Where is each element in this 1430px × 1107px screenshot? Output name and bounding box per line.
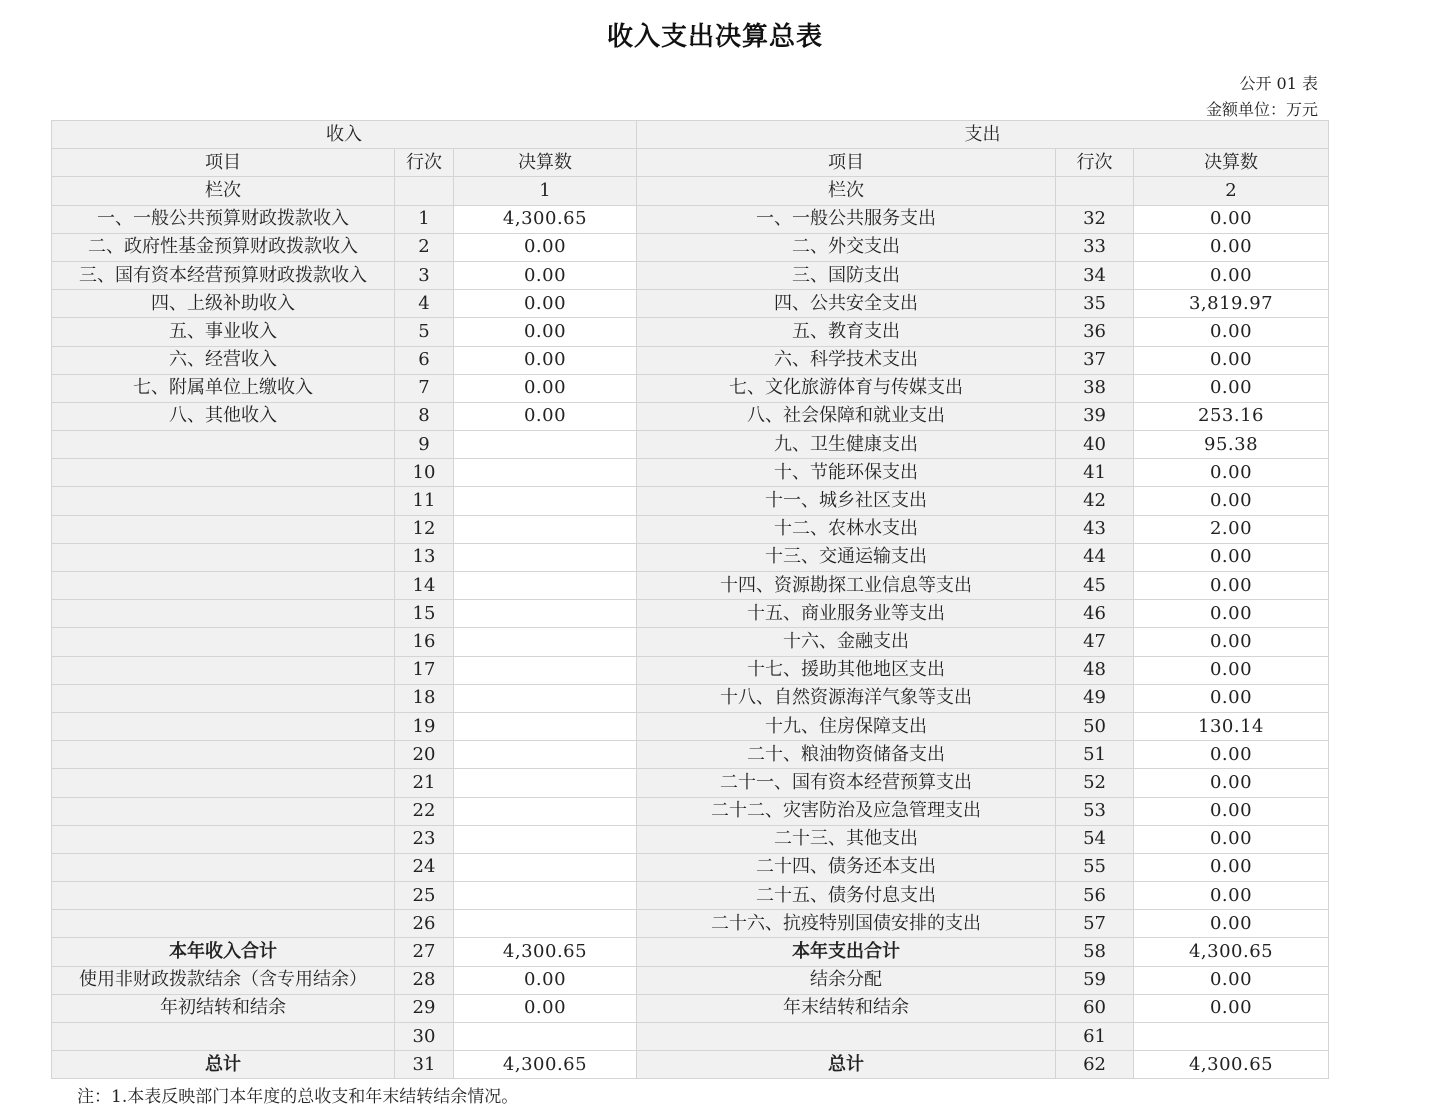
income-amount-cell: [454, 910, 637, 938]
expense-amount-cell: 0.00: [1134, 261, 1329, 289]
expense-amount-cell: 2.00: [1134, 515, 1329, 543]
income-amount-header: 决算数: [454, 149, 637, 177]
table-row: [52, 515, 1329, 543]
income-item-cell: [52, 431, 395, 459]
expense-amount-cell: 0.00: [1134, 882, 1329, 910]
summary-row: [52, 1051, 1329, 1079]
expense-row-number-cell: 50: [1056, 712, 1134, 740]
income-amount-cell: [454, 459, 637, 487]
income-row-number-cell: 21: [395, 769, 454, 797]
income-item-cell: [52, 515, 395, 543]
income-row-number-cell: 29: [395, 994, 454, 1022]
income-item-cell: 五、事业收入: [52, 318, 395, 346]
income-item-cell: [52, 600, 395, 628]
income-amount-cell: [454, 712, 637, 740]
expense-item-cell: 三、国防支出: [637, 261, 1056, 289]
expense-amount-cell: 0.00: [1134, 966, 1329, 994]
table-row: [52, 318, 1329, 346]
expense-row-number-cell: 45: [1056, 572, 1134, 600]
income-amount-cell: [454, 853, 637, 881]
expense-item-cell: 二十二、灾害防治及应急管理支出: [637, 797, 1056, 825]
expense-row-number-cell: 41: [1056, 459, 1134, 487]
table-row: [52, 853, 1329, 881]
expense-amount-cell: 0.00: [1134, 994, 1329, 1022]
expense-item-cell: 七、文化旅游体育与传媒支出: [637, 374, 1056, 402]
table-row: [52, 910, 1329, 938]
income-column-label: 栏次: [52, 177, 395, 205]
expense-row-number-cell: 51: [1056, 741, 1134, 769]
income-row-number-cell: 10: [395, 459, 454, 487]
table-row: [52, 600, 1329, 628]
income-item-cell: 二、政府性基金预算财政拨款收入: [52, 233, 395, 261]
expense-item-cell: 二十、粮油物资储备支出: [637, 741, 1056, 769]
income-row-number-cell: 28: [395, 966, 454, 994]
income-item-cell: [52, 572, 395, 600]
table-row: [52, 205, 1329, 233]
expense-item-cell: 本年支出合计: [637, 938, 1056, 966]
expense-amount-cell: 0.00: [1134, 684, 1329, 712]
expense-section-header: 支出: [637, 121, 1329, 149]
expense-column-index-blank: [1056, 177, 1134, 205]
table-body: [52, 121, 1329, 1079]
expense-row-number-cell: 32: [1056, 205, 1134, 233]
expense-item-cell: 十四、资源勘探工业信息等支出: [637, 572, 1056, 600]
table-row: [52, 459, 1329, 487]
income-row-number-cell: 23: [395, 825, 454, 853]
table-row: [52, 572, 1329, 600]
income-item-cell: 六、经营收入: [52, 346, 395, 374]
expense-amount-cell: 0.00: [1134, 741, 1329, 769]
expense-row-number-cell: 42: [1056, 487, 1134, 515]
income-item-cell: [52, 459, 395, 487]
expense-amount-cell: 0.00: [1134, 853, 1329, 881]
table-row: [52, 769, 1329, 797]
expense-row-number-cell: 59: [1056, 966, 1134, 994]
expense-row-number-cell: 47: [1056, 628, 1134, 656]
income-row-number-cell: 3: [395, 261, 454, 289]
expense-item-cell: 年末结转和结余: [637, 994, 1056, 1022]
income-row-number-cell: 6: [395, 346, 454, 374]
header-row-columns: [52, 149, 1329, 177]
income-item-cell: 一、一般公共预算财政拨款收入: [52, 205, 395, 233]
income-row-number-cell: 24: [395, 853, 454, 881]
income-item-cell: [52, 741, 395, 769]
income-row-number-cell: 14: [395, 572, 454, 600]
expense-row-number-cell: 48: [1056, 656, 1134, 684]
table-row: [52, 261, 1329, 289]
income-row-number-cell: 19: [395, 712, 454, 740]
expense-row-number-cell: 36: [1056, 318, 1134, 346]
header-row-sections: [52, 121, 1329, 149]
table-row: [52, 825, 1329, 853]
expense-item-cell: 十八、自然资源海洋气象等支出: [637, 684, 1056, 712]
expense-column-number: 2: [1134, 177, 1329, 205]
expense-amount-cell: 4,300.65: [1134, 1051, 1329, 1079]
income-row-number-cell: 12: [395, 515, 454, 543]
income-amount-cell: [454, 487, 637, 515]
expense-amount-cell: 0.00: [1134, 318, 1329, 346]
income-row-number-cell: 25: [395, 882, 454, 910]
income-item-cell: 三、国有资本经营预算财政拨款收入: [52, 261, 395, 289]
expense-column-label: 栏次: [637, 177, 1056, 205]
income-row-number-cell: 27: [395, 938, 454, 966]
header-row-column-index: [52, 177, 1329, 205]
expense-row-number-cell: 38: [1056, 374, 1134, 402]
expense-row-number-cell: 54: [1056, 825, 1134, 853]
income-row-number-cell: 2: [395, 233, 454, 261]
income-amount-cell: 0.00: [454, 318, 637, 346]
income-row-number-cell: 17: [395, 656, 454, 684]
income-amount-cell: [454, 741, 637, 769]
expense-amount-header: 决算数: [1134, 149, 1329, 177]
expense-item-cell: 十二、农林水支出: [637, 515, 1056, 543]
expense-amount-cell: 0.00: [1134, 459, 1329, 487]
expense-amount-cell: 0.00: [1134, 543, 1329, 571]
income-item-cell: [52, 769, 395, 797]
income-row-no-header: 行次: [395, 149, 454, 177]
income-amount-cell: 0.00: [454, 290, 637, 318]
expense-item-header: 项目: [637, 149, 1056, 177]
expense-item-cell: 十、节能环保支出: [637, 459, 1056, 487]
income-row-number-cell: 1: [395, 205, 454, 233]
footnote: 注：1.本表反映部门本年度的总收支和年末结转结余情况。: [77, 1087, 519, 1107]
income-row-number-cell: 22: [395, 797, 454, 825]
expense-row-number-cell: 49: [1056, 684, 1134, 712]
income-row-number-cell: 30: [395, 1023, 454, 1051]
expense-row-number-cell: 60: [1056, 994, 1134, 1022]
table-row: [52, 402, 1329, 430]
expense-amount-cell: 0.00: [1134, 769, 1329, 797]
income-amount-cell: [454, 684, 637, 712]
income-row-number-cell: 4: [395, 290, 454, 318]
table-row: [52, 628, 1329, 656]
expense-row-number-cell: 57: [1056, 910, 1134, 938]
expense-amount-cell: 0.00: [1134, 628, 1329, 656]
table-row: [52, 374, 1329, 402]
income-amount-cell: [454, 656, 637, 684]
expense-row-number-cell: 55: [1056, 853, 1134, 881]
income-item-cell: 七、附属单位上缴收入: [52, 374, 395, 402]
income-amount-cell: 0.00: [454, 994, 637, 1022]
income-item-header: 项目: [52, 149, 395, 177]
income-item-cell: [52, 628, 395, 656]
income-row-number-cell: 11: [395, 487, 454, 515]
expense-row-number-cell: 46: [1056, 600, 1134, 628]
expense-amount-cell: 0.00: [1134, 205, 1329, 233]
page-title: 收入支出决算总表: [606, 22, 823, 52]
income-row-number-cell: 5: [395, 318, 454, 346]
income-item-cell: 四、上级补助收入: [52, 290, 395, 318]
income-amount-cell: [454, 769, 637, 797]
income-row-number-cell: 13: [395, 543, 454, 571]
expense-item-cell: 一、一般公共服务支出: [637, 205, 1056, 233]
income-amount-cell: 0.00: [454, 966, 637, 994]
expense-amount-cell: 0.00: [1134, 233, 1329, 261]
table-row: [52, 290, 1329, 318]
income-item-cell: [52, 487, 395, 515]
expense-item-cell: 二十一、国有资本经营预算支出: [637, 769, 1056, 797]
expense-amount-cell: 0.00: [1134, 374, 1329, 402]
income-amount-cell: [454, 882, 637, 910]
expense-row-number-cell: 62: [1056, 1051, 1134, 1079]
expense-amount-cell: 0.00: [1134, 656, 1329, 684]
expense-item-cell: 总计: [637, 1051, 1056, 1079]
income-row-number-cell: 26: [395, 910, 454, 938]
income-row-number-cell: 9: [395, 431, 454, 459]
income-item-cell: [52, 853, 395, 881]
summary-row: [52, 938, 1329, 966]
table-row: [52, 543, 1329, 571]
income-column-number: 1: [454, 177, 637, 205]
income-amount-cell: [454, 600, 637, 628]
expense-row-number-cell: 37: [1056, 346, 1134, 374]
expense-item-cell: [637, 1023, 1056, 1051]
expense-item-cell: 八、社会保障和就业支出: [637, 402, 1056, 430]
income-amount-cell: 0.00: [454, 346, 637, 374]
expense-item-cell: 二十三、其他支出: [637, 825, 1056, 853]
income-item-cell: 八、其他收入: [52, 402, 395, 430]
table-code: 公开 01 表: [1239, 74, 1318, 93]
expense-amount-cell: [1134, 1023, 1329, 1051]
expense-item-cell: 结余分配: [637, 966, 1056, 994]
income-row-number-cell: 18: [395, 684, 454, 712]
expense-amount-cell: 130.14: [1134, 712, 1329, 740]
expense-row-number-cell: 33: [1056, 233, 1134, 261]
expense-item-cell: 五、教育支出: [637, 318, 1056, 346]
table-row: [52, 797, 1329, 825]
income-row-number-cell: 7: [395, 374, 454, 402]
expense-item-cell: 二十五、债务付息支出: [637, 882, 1056, 910]
income-amount-cell: [454, 515, 637, 543]
expense-item-cell: 十六、金融支出: [637, 628, 1056, 656]
table-row: [52, 487, 1329, 515]
amount-unit: 金额单位：万元: [1205, 100, 1318, 119]
income-item-cell: 总计: [52, 1051, 395, 1079]
expense-item-cell: 二十六、抗疫特别国债安排的支出: [637, 910, 1056, 938]
expense-item-cell: 四、公共安全支出: [637, 290, 1056, 318]
income-item-cell: [52, 797, 395, 825]
expense-item-cell: 十三、交通运输支出: [637, 543, 1056, 571]
income-amount-cell: [454, 825, 637, 853]
table-row: [52, 346, 1329, 374]
income-amount-cell: 4,300.65: [454, 938, 637, 966]
expense-row-number-cell: 58: [1056, 938, 1134, 966]
table-row: [52, 233, 1329, 261]
expense-item-cell: 十七、援助其他地区支出: [637, 656, 1056, 684]
expense-amount-cell: 95.38: [1134, 431, 1329, 459]
expense-amount-cell: 0.00: [1134, 600, 1329, 628]
summary-row: [52, 1023, 1329, 1051]
income-amount-cell: [454, 797, 637, 825]
expense-amount-cell: 0.00: [1134, 910, 1329, 938]
expense-row-number-cell: 40: [1056, 431, 1134, 459]
table-row: [52, 741, 1329, 769]
expense-row-number-cell: 44: [1056, 543, 1134, 571]
expense-amount-cell: 3,819.97: [1134, 290, 1329, 318]
income-column-index-blank: [395, 177, 454, 205]
income-amount-cell: [454, 628, 637, 656]
income-item-cell: [52, 712, 395, 740]
expense-item-cell: 九、卫生健康支出: [637, 431, 1056, 459]
expense-row-number-cell: 43: [1056, 515, 1134, 543]
expense-amount-cell: 0.00: [1134, 346, 1329, 374]
income-expense-table: [51, 120, 1329, 1079]
expense-item-cell: 十九、住房保障支出: [637, 712, 1056, 740]
expense-amount-cell: 0.00: [1134, 825, 1329, 853]
expense-item-cell: 十一、城乡社区支出: [637, 487, 1056, 515]
expense-row-number-cell: 53: [1056, 797, 1134, 825]
expense-item-cell: 二十四、债务还本支出: [637, 853, 1056, 881]
income-amount-cell: [454, 543, 637, 571]
income-amount-cell: 0.00: [454, 233, 637, 261]
income-amount-cell: 0.00: [454, 402, 637, 430]
income-amount-cell: 4,300.65: [454, 1051, 637, 1079]
summary-row: [52, 994, 1329, 1022]
income-row-number-cell: 15: [395, 600, 454, 628]
expense-amount-cell: 4,300.65: [1134, 938, 1329, 966]
table-row: [52, 882, 1329, 910]
income-section-header: 收入: [52, 121, 637, 149]
income-row-number-cell: 20: [395, 741, 454, 769]
table-row: [52, 712, 1329, 740]
expense-row-number-cell: 35: [1056, 290, 1134, 318]
income-item-cell: 本年收入合计: [52, 938, 395, 966]
income-amount-cell: 4,300.65: [454, 205, 637, 233]
income-item-cell: [52, 910, 395, 938]
expense-row-number-cell: 34: [1056, 261, 1134, 289]
income-row-number-cell: 31: [395, 1051, 454, 1079]
income-row-number-cell: 16: [395, 628, 454, 656]
income-item-cell: 年初结转和结余: [52, 994, 395, 1022]
income-item-cell: [52, 882, 395, 910]
expense-amount-cell: 0.00: [1134, 487, 1329, 515]
expense-amount-cell: 253.16: [1134, 402, 1329, 430]
table-row: [52, 431, 1329, 459]
expense-row-number-cell: 61: [1056, 1023, 1134, 1051]
income-amount-cell: 0.00: [454, 261, 637, 289]
expense-item-cell: 二、外交支出: [637, 233, 1056, 261]
income-amount-cell: 0.00: [454, 374, 637, 402]
income-item-cell: [52, 1023, 395, 1051]
income-item-cell: [52, 684, 395, 712]
expense-item-cell: 六、科学技术支出: [637, 346, 1056, 374]
table-row: [52, 656, 1329, 684]
expense-amount-cell: 0.00: [1134, 572, 1329, 600]
income-item-cell: [52, 543, 395, 571]
income-item-cell: [52, 825, 395, 853]
summary-row: [52, 966, 1329, 994]
expense-row-number-cell: 39: [1056, 402, 1134, 430]
income-amount-cell: [454, 1023, 637, 1051]
expense-row-number-cell: 56: [1056, 882, 1134, 910]
expense-item-cell: 十五、商业服务业等支出: [637, 600, 1056, 628]
expense-amount-cell: 0.00: [1134, 797, 1329, 825]
income-amount-cell: [454, 572, 637, 600]
expense-row-number-cell: 52: [1056, 769, 1134, 797]
table-row: [52, 684, 1329, 712]
expense-row-no-header: 行次: [1056, 149, 1134, 177]
income-item-cell: 使用非财政拨款结余（含专用结余）: [52, 966, 395, 994]
income-amount-cell: [454, 431, 637, 459]
income-row-number-cell: 8: [395, 402, 454, 430]
income-item-cell: [52, 656, 395, 684]
